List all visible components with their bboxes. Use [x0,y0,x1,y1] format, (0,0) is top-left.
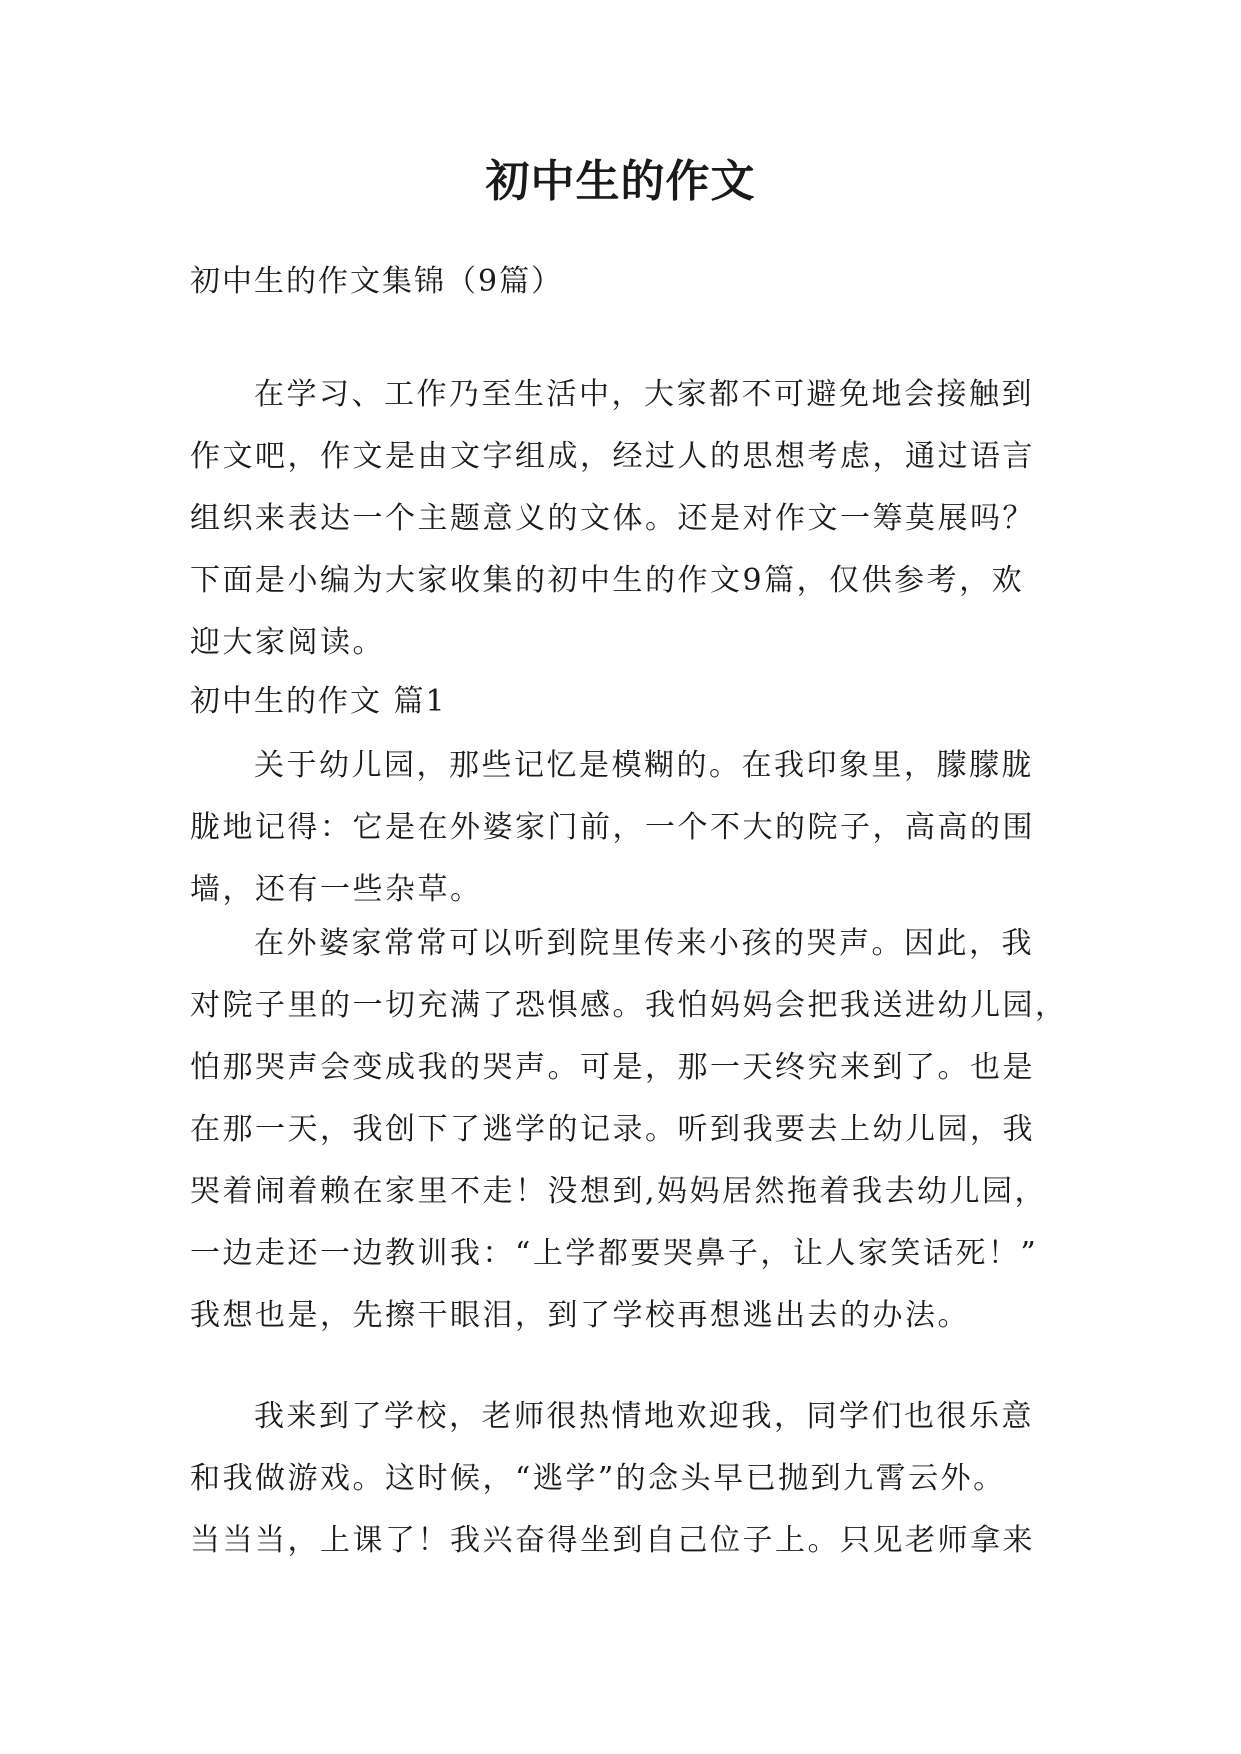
paragraph-line: 我来到了学校，老师很热情地欢迎我，同学们也很乐意 [254,1399,1034,1434]
intro-paragraph [190,364,1060,674]
paragraph-line: 我想也是，先擦干眼泪，到了学校再想逃出去的办法。 [190,1298,970,1333]
paragraph-line: 对院子里的一切充满了恐惧感。我怕妈妈会把我送进幼儿园， [190,988,1068,1023]
intro-line: 组织来表达一个主题意义的文体。还是对作文一筹莫展吗？ [190,501,1035,536]
paragraph-line: 胧地记得：它是在外婆家门前，一个不大的院子，高高的围 [190,810,1035,845]
paragraph-line: 当当当，上课了！我兴奋得坐到自己位子上。只见老师拿来 [190,1523,1035,1558]
paragraph-line: 一边走还一边教训我：“上学都要哭鼻子，让人家笑话死！” [190,1236,1039,1271]
intro-line: 下面是小编为大家收集的初中生的作文9篇，仅供参考，欢 [190,563,1025,598]
section-heading: 初中生的作文 篇1 [190,684,447,719]
intro-line: 迎大家阅读。 [190,625,385,660]
paragraph-line: 关于幼儿园，那些记忆是模糊的。在我印象里，朦朦胧 [254,748,1034,783]
paragraph-line: 怕那哭声会变成我的哭声。可是，那一天终究来到了。也是 [190,1050,1035,1085]
paragraph-line: 哭着闹着赖在家里不走！没想到,妈妈居然拖着我去幼儿园， [190,1174,1048,1209]
document-title: 初中生的作文 [485,156,756,207]
paragraph-line: 在外婆家常常可以听到院里传来小孩的哭声。因此，我 [254,926,1034,961]
paragraph-line: 在那一天，我创下了逃学的记录。听到我要去上幼儿园，我 [190,1112,1035,1147]
body-paragraph-3 [190,1386,1060,1572]
body-paragraph-1 [190,735,1060,921]
intro-line: 作文吧，作文是由文字组成，经过人的思想考虑，通过语言 [190,439,1035,474]
paragraph-line: 墙，还有一些杂草。 [190,872,483,907]
intro-line: 在学习、工作乃至生活中，大家都不可避免地会接触到 [254,377,1034,412]
body-paragraph-2 [190,913,1068,1347]
paragraph-line: 和我做游戏。这时候，“逃学”的念头早已抛到九霄云外。 [190,1461,1006,1496]
document-subtitle: 初中生的作文集锦（9篇） [190,264,564,299]
